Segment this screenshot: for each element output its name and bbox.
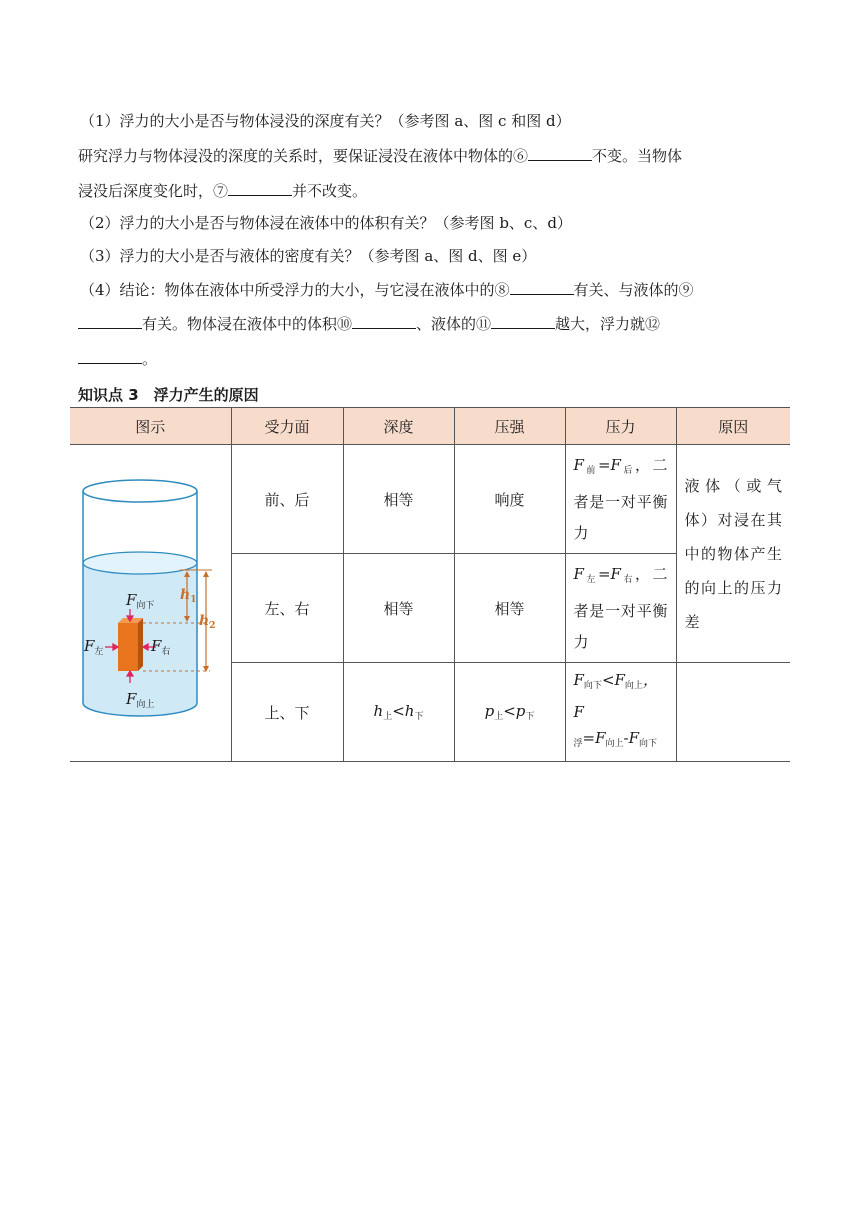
text-segment: 有关、与液体的⑨ (573, 281, 694, 299)
answer-blank-11[interactable] (491, 314, 555, 329)
cell-depth: $h_上<h_下$ (343, 663, 454, 762)
cell-force: $F_{向下}<F_{向上}$，F $_浮=F_{向上}-F_{向下}$ (565, 663, 676, 762)
cell-pressure: $p_上<p_下$ (454, 663, 565, 762)
question-1: （1）浮力的大小是否与物体浸没的深度有关？（参考图 a、图 c 和图 d） (80, 112, 571, 130)
question-2: （2）浮力的大小是否与物体浸在液体中的体积有关？（参考图 b、c、d） (80, 214, 572, 232)
cell-reason-empty (676, 663, 790, 762)
text-segment: 越大，浮力就⑫ (555, 315, 661, 333)
header-depth: 深度 (343, 408, 454, 445)
question-1-text-cont (78, 181, 367, 201)
cell-face: 左、右 (231, 554, 343, 663)
cell-face: 上、下 (231, 663, 343, 762)
cell-reason: 液体（或气体）对浸在其中的物体产生的向上的压力差 (676, 445, 790, 663)
question-3: （3）浮力的大小是否与液体的密度有关？（参考图 a、图 d、图 e） (80, 247, 537, 265)
text-segment: 研究浮力与物体浸没的深度的关系时，要保证浸没在液体中物体的⑥ (78, 147, 529, 165)
header-reason: 原因 (676, 408, 790, 445)
section-heading: 知识点 3 浮力产生的原因 (78, 386, 259, 404)
answer-blank-6[interactable] (528, 146, 592, 161)
cell-force: $F_左=F_右$，二者是一对平衡力 (565, 554, 676, 663)
cell-depth: 相等 (343, 554, 454, 663)
cell-pressure: 响度 (454, 445, 565, 554)
water-surface (83, 552, 197, 574)
cylinder-rim (83, 480, 197, 502)
cell-force: $F_前=F_后$，二者是一对平衡力 (565, 445, 676, 554)
text-segment: 不变。当物体 (592, 147, 683, 165)
label-h2: $h_2$ (199, 613, 216, 631)
text-segment: 浸没后深度变化时，⑦ (78, 182, 229, 200)
header-face: 受力面 (231, 408, 343, 445)
block (118, 623, 138, 671)
cell-face: 前、后 (231, 445, 343, 554)
table-row (70, 445, 790, 554)
answer-blank-7[interactable] (228, 181, 292, 196)
text-segment: 、液体的⑪ (416, 315, 492, 333)
answer-blank-9[interactable] (78, 314, 142, 329)
label-f-left: $F_左$ (84, 637, 104, 657)
conclusion-cont (78, 314, 660, 334)
header-force: 压力 (565, 408, 676, 445)
figure-cell (70, 445, 231, 762)
buoyancy-cause-table (70, 407, 790, 762)
cylinder-figure (70, 471, 230, 735)
answer-blank-8[interactable] (510, 280, 574, 295)
text-segment: 并不改变。 (292, 182, 368, 200)
label-f-down: $F_{向下}$ (126, 591, 155, 611)
label-f-right: $F_右$ (151, 637, 171, 657)
answer-blank-10[interactable] (352, 314, 416, 329)
cell-depth: 相等 (343, 445, 454, 554)
conclusion (80, 280, 694, 300)
text-segment: （4）结论：物体在液体中所受浮力的大小，与它浸在液体中的⑧ (80, 281, 510, 299)
label-f-up: $F_{向上}$ (126, 690, 155, 710)
question-1-text (78, 146, 682, 166)
label-h1: $h_1$ (180, 587, 197, 605)
answer-blank-12[interactable] (78, 349, 142, 364)
text-segment: 有关。物体浸在液体中的体积⑩ (142, 315, 353, 333)
table-header-row (70, 408, 790, 445)
cell-pressure: 相等 (454, 554, 565, 663)
header-pressure: 压强 (454, 408, 565, 445)
block-side (138, 618, 143, 671)
conclusion-end (78, 349, 157, 369)
header-figure: 图示 (70, 408, 231, 445)
text-segment: 。 (142, 350, 158, 368)
